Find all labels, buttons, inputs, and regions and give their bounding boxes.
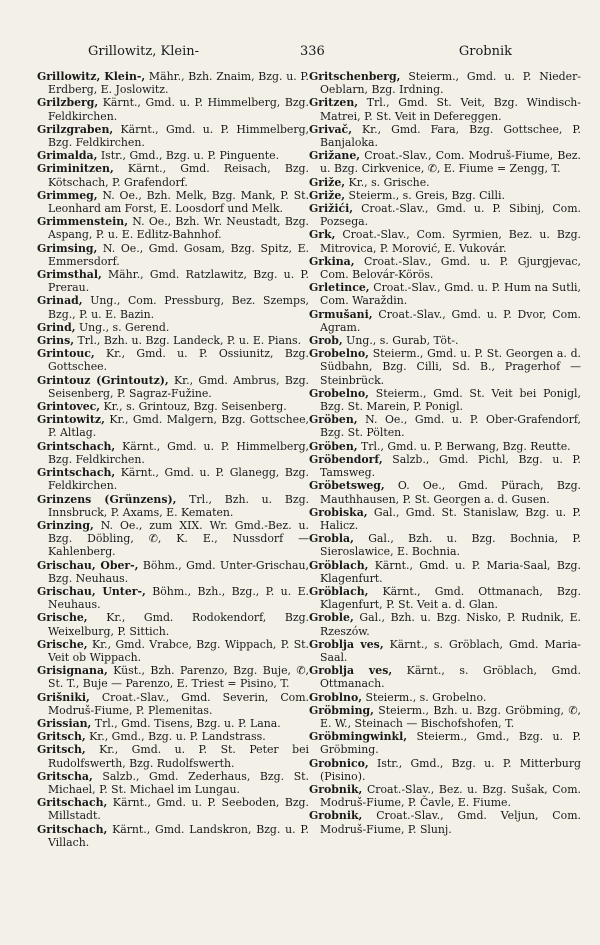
directory-entry bbox=[37, 743, 309, 769]
entry-place-name: Grisignana, bbox=[37, 664, 108, 678]
directory-entry bbox=[309, 585, 581, 611]
entry-details: Steierm., s. Greis, Bzg. Cilli. bbox=[345, 188, 505, 202]
entry-details: Kr., Gmd. Rodokendorf, Bzg. Weixelburg, P. Sittich. bbox=[48, 611, 309, 638]
directory-entry bbox=[309, 611, 581, 637]
directory-entry bbox=[37, 96, 309, 122]
entry-details: Mähr., Bzh. Znaim, Bzg. u. P. Erdberg, E. Joslowitz. bbox=[48, 70, 309, 97]
directory-entry bbox=[309, 559, 581, 585]
directory-entry bbox=[37, 559, 309, 585]
entry-place-name: Grintovec, bbox=[37, 400, 101, 414]
entry-details: Ung., s. Gurab, Töt-. bbox=[342, 334, 459, 348]
entry-details: Croat.-Slav., Gmd. u. P. Dvor, Com. Agram. bbox=[320, 307, 581, 334]
entry-details: Kr., Gmd. u. P. Ossiunitz, Bzg. Gottschee. bbox=[48, 347, 309, 374]
entry-details: Croat.-Slav., Gmd. u. P. Sibinj, Com. Pozsega. bbox=[320, 202, 581, 229]
entry-place-name: Griminitzen, bbox=[37, 162, 114, 176]
entry-details: Kärnt., Gmd. u. P. Himmelberg, Bzg. Feldkirchen. bbox=[48, 122, 309, 150]
entry-place-name: Grische, bbox=[37, 637, 88, 651]
entry-place-name: Grobnik, bbox=[309, 809, 363, 823]
entry-place-name: Grobiska, bbox=[309, 505, 368, 519]
directory-entry bbox=[309, 691, 581, 704]
directory-entry bbox=[309, 176, 581, 189]
entry-details: Kr., Gmd. Vrabce, Bzg. Wippach, P. St. Veit ob Wippach. bbox=[48, 637, 309, 664]
directory-entry bbox=[309, 70, 581, 96]
entry-details: Kärnt., Gmd. u. P. Seeboden, Bzg. Millstadt. bbox=[48, 796, 309, 823]
entry-place-name: Gritsch, bbox=[37, 743, 86, 757]
directory-entry bbox=[309, 506, 581, 532]
directory-entry bbox=[37, 440, 309, 466]
entry-place-name: Grob, bbox=[309, 334, 343, 348]
entry-details: Trl., Gmd. u. P. Berwang, Bzg. Reutte. bbox=[357, 439, 571, 453]
entry-details: Steierm., Gmd. u. P. Nieder-Oeblarn, Bzg. Irdning. bbox=[320, 70, 581, 97]
entry-place-name: Grilzberg, bbox=[37, 96, 99, 110]
directory-entry bbox=[309, 387, 581, 413]
entry-place-name: Grletince, bbox=[309, 281, 370, 295]
directory-entry bbox=[37, 149, 309, 162]
page-header bbox=[30, 44, 570, 64]
entry-details: Kärnt., Gmd. u. P. Himmelberg, Bzg. Feldkirchen. bbox=[48, 96, 309, 123]
directory-entry bbox=[37, 70, 309, 96]
entry-details: Kr., Gmd. Fara, Bzg. Gottschee, P. Banjaloka. bbox=[320, 122, 581, 150]
entry-place-name: Grillowitz, Klein-, bbox=[37, 70, 146, 83]
header-right-catchword: Grobnik bbox=[458, 44, 512, 59]
entry-details: Kärnt., Gmd. Reisach, Bzg. Kötschach, P. Grafendorf. bbox=[48, 162, 309, 189]
entry-details: Böhm., Gmd. Unter-Grischau, Bzg. Neuhaus. bbox=[48, 558, 309, 585]
entry-details: Steierm., s. Grobelno. bbox=[362, 690, 487, 704]
directory-entry bbox=[309, 783, 581, 809]
directory-entry bbox=[37, 638, 309, 664]
entry-place-name: Grk, bbox=[309, 228, 336, 242]
entry-details: N. Oe., Gmd. u. P. Ober-Grafendorf, Bzg. St. Pölten. bbox=[320, 413, 581, 440]
directory-entry bbox=[309, 149, 581, 175]
directory-entry bbox=[37, 400, 309, 413]
entry-place-name: Grimmeg, bbox=[37, 188, 98, 202]
directory-entry bbox=[37, 519, 309, 559]
entry-details: Salzb., Gmd. Pichl, Bzg. u. P. Tamsweg. bbox=[320, 452, 581, 480]
entry-details: Croat.-Slav., Com. Modruš-Fiume, Bez. u. Bzg. Cirkvenice, ✆, E. Fiume = Zengg, T. bbox=[320, 149, 581, 176]
directory-entry bbox=[309, 96, 581, 122]
entry-details: Trl., Bzh. u. Bzg. Landeck, P. u. E. Pians. bbox=[74, 334, 302, 348]
directory-entry bbox=[37, 242, 309, 268]
directory-entry bbox=[309, 347, 581, 387]
directory-entry bbox=[309, 308, 581, 334]
directory-entry bbox=[37, 374, 309, 400]
entry-place-name: Grins, bbox=[37, 334, 75, 348]
directory-entry bbox=[37, 321, 309, 334]
entry-place-name: Gritschach, bbox=[37, 796, 108, 810]
entry-details: Croat.-Slav., Com. Syrmien, Bez. u. Bzg. Mitrovica, P. Morović, E. Vukovár. bbox=[320, 228, 581, 255]
entry-place-name: Grischau, Unter-, bbox=[37, 584, 146, 598]
directory-entry bbox=[309, 228, 581, 254]
directory-entry bbox=[309, 189, 581, 202]
directory-entry bbox=[37, 347, 309, 373]
entry-place-name: Grind, bbox=[37, 320, 76, 334]
directory-entry bbox=[309, 413, 581, 439]
entry-details: Mähr., Gmd. Ratzlawitz, Bzg. u. P. Prerau. bbox=[48, 268, 309, 295]
entry-place-name: Grižane, bbox=[309, 149, 361, 163]
entry-details: Kr., Gmd. u. P. St. Peter bei Rudolfswerth, Bzg. Rudolfswerth. bbox=[48, 743, 309, 770]
entry-details: Steierm., Bzh. u. Bzg. Gröbming, ✆, E. W., Steinach — Bischofshofen, T. bbox=[320, 703, 581, 730]
entry-place-name: Grintouz (Grintoutz), bbox=[37, 373, 169, 387]
directory-entry bbox=[309, 664, 581, 690]
directory-entry bbox=[309, 255, 581, 281]
entry-place-name: Groble, bbox=[309, 611, 354, 625]
page-number: 336 bbox=[300, 44, 325, 59]
entry-place-name: Grišniki, bbox=[37, 690, 90, 704]
directory-entry bbox=[37, 466, 309, 492]
entry-details: N. Oe., zum XIX. Wr. Gmd.-Bez. u. Bzg. Döbling, ✆, K. E., Nussdorf — Kahlenberg. bbox=[48, 518, 309, 559]
entry-details: Croat.-Slav., Gmd. u. P. Gjurgjevac, Com. Belovár-Körös. bbox=[320, 254, 581, 282]
entry-place-name: Groblja ves, bbox=[309, 664, 393, 678]
directory-entry bbox=[309, 757, 581, 783]
entry-details: Croat.-Slav., Gmd. u. P. Hum na Sutli, Com. Waraždin. bbox=[320, 281, 581, 308]
entry-details: Gal., Gmd. St. Stanislaw, Bzg. u. P. Halicz. bbox=[320, 505, 581, 532]
directory-entry bbox=[37, 413, 309, 439]
entry-place-name: Grintowitz, bbox=[37, 413, 105, 427]
entry-place-name: Grissian, bbox=[37, 716, 92, 730]
entry-place-name: Grimmenstein, bbox=[37, 215, 129, 229]
directory-entry bbox=[37, 268, 309, 294]
entry-details: O. Oe., Gmd. Pürach, Bzg. Mauthhausen, P. St. Georgen a. d. Gusen. bbox=[320, 479, 581, 506]
entry-place-name: Grimsing, bbox=[37, 241, 98, 255]
entry-details: Salzb., Gmd. Zederhaus, Bzg. St. Michael, P. St. Michael im Lungau. bbox=[48, 769, 309, 796]
directory-entry bbox=[37, 611, 309, 637]
directory-entry bbox=[37, 294, 309, 320]
entry-details: Croat.-Slav., Bez. u. Bzg. Sušak, Com. Modruš-Fiume, P. Čavle, E. Fiume. bbox=[320, 782, 581, 810]
entry-place-name: Grische, bbox=[37, 611, 88, 625]
entry-place-name: Gritsch, bbox=[37, 730, 86, 744]
entry-details: Ung., Com. Pressburg, Bez. Szemps, Bzg., P. u. E. Bazin. bbox=[48, 294, 309, 321]
entry-details: Kr., s. Grische. bbox=[345, 175, 430, 189]
directory-entry bbox=[37, 585, 309, 611]
entry-place-name: Grmušani, bbox=[309, 307, 373, 321]
entry-place-name: Grinad, bbox=[37, 294, 83, 308]
entry-details: Kärnt., Gmd. u. P. Himmelberg, Bzg. Feldkirchen. bbox=[48, 439, 309, 466]
entry-details: Trl., Gmd. St. Veit, Bzg. Windisch-Matrei, P. St. Veit in Defereggen. bbox=[320, 96, 581, 123]
entry-details: Kärnt., s. Gröblach, Gmd. Ottmanach. bbox=[320, 664, 581, 691]
entry-details: Gal., Bzh. u. Bzg. Bochnia, P. Sieroslawice, E. Bochnia. bbox=[320, 532, 581, 559]
entry-place-name: Gritschenberg, bbox=[309, 70, 401, 83]
directory-entry bbox=[309, 730, 581, 756]
directory-entry bbox=[309, 202, 581, 228]
entry-details: Istr., Gmd., Bzg. u. P. Pinguente. bbox=[97, 149, 280, 163]
directory-entry bbox=[37, 162, 309, 188]
directory-entry bbox=[309, 532, 581, 558]
directory-entry bbox=[37, 334, 309, 347]
entry-place-name: Grinzens (Grünzens), bbox=[37, 492, 177, 506]
entry-details: Steierm., Gmd. St. Veit bei Ponigl, Bzg. St. Marein, P. Ponigl. bbox=[320, 386, 581, 414]
entry-details: Kärnt., Gmd. u. P. Glanegg, Bzg. Feldkirchen. bbox=[48, 466, 309, 493]
entry-place-name: Gröben, bbox=[309, 439, 358, 453]
directory-entry bbox=[37, 691, 309, 717]
entry-details: N. Oe., Bzh. Wr. Neustadt, Bzg. Aspang, P. u. E. Edlitz-Bahnhof. bbox=[48, 215, 309, 242]
directory-entry bbox=[37, 717, 309, 730]
entry-place-name: Grintouc, bbox=[37, 347, 95, 361]
directory-entry bbox=[309, 638, 581, 664]
entry-details: Kr., Gmd. Malgern, Bzg. Gottschee, P. Altlag. bbox=[48, 413, 309, 440]
directory-entry bbox=[37, 770, 309, 796]
entry-place-name: Gritschach, bbox=[37, 822, 108, 836]
directory-entry bbox=[309, 281, 581, 307]
entry-details: N. Oe., Gmd. Gosam, Bzg. Spitz, E. Emmersdorf. bbox=[48, 241, 309, 268]
entry-details: Kärnt., Gmd. Landskron, Bzg. u. P. Villach. bbox=[48, 822, 309, 849]
entry-details: Kärnt., Gmd. u. P. Maria-Saal, Bzg. Klagenfurt. bbox=[320, 558, 581, 585]
entry-details: Kärnt., s. Gröblach, Gmd. Maria-Saal. bbox=[320, 637, 581, 664]
directory-entry bbox=[309, 334, 581, 347]
entry-details: Kr., s. Grintouz, Bzg. Seisenberg. bbox=[100, 400, 287, 414]
entry-place-name: Gröblach, bbox=[309, 558, 369, 572]
directory-entry bbox=[37, 664, 309, 690]
directory-entry bbox=[309, 809, 581, 835]
entry-place-name: Grischau, Ober-, bbox=[37, 558, 139, 572]
entry-place-name: Gröblach, bbox=[309, 584, 369, 598]
entry-place-name: Griže, bbox=[309, 175, 346, 189]
directory-entry bbox=[37, 796, 309, 822]
entry-details: Croat.-Slav., Gmd. Severin, Com. Modruš-Fiume, P. Plemenitas. bbox=[48, 690, 309, 717]
entry-place-name: Grilzgraben, bbox=[37, 122, 114, 136]
entry-details: Steierm., Gmd. u. P. St. Georgen a. d. Südbahn, Bzg. Cilli, Sd. B., Pragerhof — Steinbrück. bbox=[320, 347, 581, 387]
entry-place-name: Grintschach, bbox=[37, 466, 116, 480]
entry-details: Steierm., Gmd., Bzg. u. P. Gröbming. bbox=[320, 730, 581, 757]
entry-details: Küst., Bzh. Parenzo, Bzg. Buje, ✆, St. T., Buje — Parenzo, E. Triest = Pisino, T. bbox=[48, 664, 309, 691]
entry-details: Kr., Gmd., Bzg. u. P. Landstrass. bbox=[85, 730, 266, 744]
entry-place-name: Gröbming, bbox=[309, 703, 374, 717]
entry-details: Croat.-Slav., Gmd. Veljun, Com. Modruš-Fiume, P. Slunj. bbox=[320, 809, 581, 836]
entry-place-name: Gröbendorf, bbox=[309, 452, 383, 466]
left-column bbox=[37, 70, 309, 935]
entry-place-name: Grobnico, bbox=[309, 756, 369, 770]
directory-entry bbox=[309, 704, 581, 730]
entry-place-name: Grobnik, bbox=[309, 782, 363, 796]
entry-details: Böhm., Bzh., Bzg., P. u. E. Neuhaus. bbox=[48, 584, 309, 612]
entry-place-name: Grobla, bbox=[309, 532, 354, 546]
directory-entry bbox=[37, 123, 309, 149]
directory-entry bbox=[309, 479, 581, 505]
entry-details: Trl., Bzh. u. Bzg. Innsbruck, P. Axams, E. Kematen. bbox=[48, 492, 309, 519]
entry-place-name: Grižići, bbox=[309, 202, 354, 216]
entry-details: Gal., Bzh. u. Bzg. Nisko, P. Rudnik, E. Rzeszów. bbox=[320, 611, 581, 638]
entry-place-name: Grinzing, bbox=[37, 518, 94, 532]
entry-place-name: Groblno, bbox=[309, 690, 363, 704]
entry-details: Kr., Gmd. Ambrus, Bzg. Seisenberg, P. Sagraz-Fužine. bbox=[48, 373, 309, 400]
directory-entry bbox=[37, 493, 309, 519]
entry-place-name: Gröbetsweg, bbox=[309, 479, 385, 493]
entry-place-name: Grintschach, bbox=[37, 439, 116, 453]
directory-entry bbox=[309, 123, 581, 149]
entry-place-name: Grimsthal, bbox=[37, 268, 102, 282]
entry-place-name: Gritzen, bbox=[309, 96, 359, 110]
entry-details: N. Oe., Bzh. Melk, Bzg. Mank, P. St. Leonhard am Forst, E. Loosdorf und Melk. bbox=[48, 188, 309, 216]
directory-entry bbox=[309, 440, 581, 453]
entry-details: Istr., Gmd., Bzg. u. P. Mitterburg (Pisino). bbox=[320, 756, 581, 783]
directory-entry bbox=[37, 730, 309, 743]
directory-entry bbox=[37, 215, 309, 241]
entry-place-name: Gritscha, bbox=[37, 769, 93, 783]
right-column bbox=[309, 70, 581, 935]
entry-place-name: Gröben, bbox=[309, 413, 358, 427]
entry-details: Kärnt., Gmd. Ottmanach, Bzg. Klagenfurt, P. St. Veit a. d. Glan. bbox=[320, 584, 581, 612]
entry-place-name: Griže, bbox=[309, 188, 346, 202]
entry-place-name: Grkina, bbox=[309, 254, 355, 268]
entry-details: Trl., Gmd. Tisens, Bzg. u. P. Lana. bbox=[91, 716, 281, 730]
header-left-catchword: Grillowitz, Klein- bbox=[88, 44, 200, 59]
entry-details: Ung., s. Gerend. bbox=[75, 320, 170, 334]
directory-entry bbox=[37, 823, 309, 849]
entry-place-name: Gröbmingwinkl, bbox=[309, 730, 408, 744]
entry-place-name: Grimalda, bbox=[37, 149, 98, 163]
entry-place-name: Grivač, bbox=[309, 122, 352, 136]
directory-entry bbox=[37, 189, 309, 215]
directory-entry bbox=[309, 453, 581, 479]
entry-place-name: Grobelno, bbox=[309, 386, 369, 400]
entry-place-name: Groblja ves, bbox=[309, 637, 384, 651]
entry-place-name: Grobelno, bbox=[309, 347, 369, 361]
